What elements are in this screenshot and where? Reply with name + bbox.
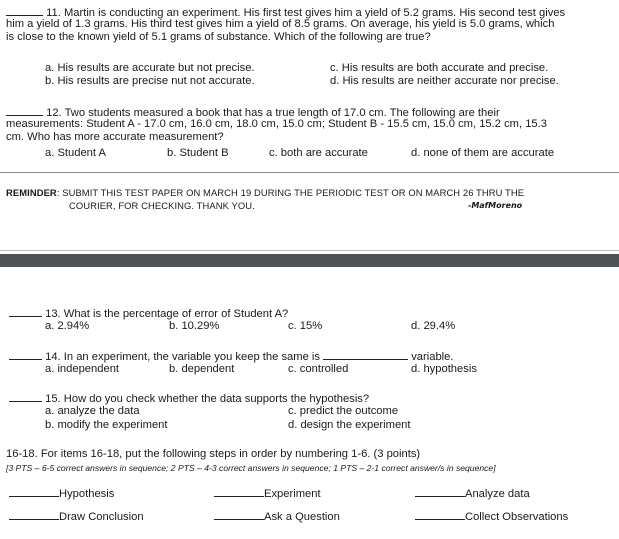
signature: -MafMoreno [468,201,523,210]
step-hypothesis-blank[interactable] [9,486,59,497]
q15-answer-blank[interactable] [9,391,42,402]
q13-option-a[interactable]: a. 2.94% [45,320,90,332]
step-draw-conclusion-blank[interactable] [9,509,59,520]
page-break-line [0,250,619,251]
q12-option-a[interactable]: a. Student A [45,147,106,159]
step-ask-question [214,509,340,524]
q13-answer-blank[interactable] [9,306,42,317]
step-hypothesis-label: Hypothesis [59,488,115,500]
q15-option-d[interactable]: d. design the experiment [288,419,411,431]
step-hypothesis [9,486,114,501]
q12-stem-text: 12. Two students measured a book that has a true length of 17.0 cm. The following are their [46,107,500,119]
step-experiment-label: Experiment [264,488,321,500]
q14-option-d[interactable]: d. hypothesis [411,363,477,375]
q14-option-b[interactable]: b. dependent [169,363,235,375]
q11-stem-text: 11. Martin is conducting an experiment. His first test gives him a yield of 5.2 grams. His second test gives [46,7,566,19]
step-collect-observations [415,509,568,524]
reminder-text: : SUBMIT THIS TEST PAPER ON MARCH 19 DURING THE PERIODIC TEST OR ON MARCH 26 THRU THE [56,187,525,198]
q14-stem-text: 14. In an experiment, the variable you keep the same is [45,351,320,363]
q11-option-d[interactable]: d. His results are neither accurate nor precise. [330,75,559,87]
q12-option-d[interactable]: d. none of them are accurate [411,147,555,159]
q14-option-a[interactable]: a. independent [45,363,120,375]
q15-stem-line [9,391,369,406]
step-collect-observations-label: Collect Observations [465,511,569,523]
q12-answer-blank[interactable] [6,105,43,116]
step-draw-conclusion-label: Draw Conclusion [59,511,144,523]
q12-stem-line-2: measurements: Student A - 17.0 cm, 16.0 cm, 18.0 cm, 15.0 cm; Student B - 15.5 cm, 15.0 cm, 15.2 cm, 15.3 [6,118,547,130]
q12-option-c[interactable]: c. both are accurate [269,147,368,159]
step-ask-question-blank[interactable] [214,509,264,520]
q15-option-a[interactable]: a. analyze the data [45,405,140,417]
q14-answer-blank[interactable] [9,349,42,360]
step-analyze-data [415,486,530,501]
q14-stem-line [9,349,454,364]
step-analyze-data-blank[interactable] [415,486,465,497]
reminder-line-1 [6,186,524,199]
q13-stem-text: 13. What is the percentage of error of Student A? [45,308,289,320]
q15-stem-text: 15. How do you check whether the data supports the hypothesis? [45,393,370,405]
step-draw-conclusion [9,509,144,524]
q14-fill-blank[interactable] [323,349,408,360]
q13-option-d[interactable]: d. 29.4% [411,320,456,332]
q11-option-c[interactable]: c. His results are both accurate and precise. [330,62,549,74]
step-experiment-blank[interactable] [214,486,264,497]
step-ask-question-label: Ask a Question [264,511,340,523]
q11-option-b[interactable]: b. His results are precise nut not accurate. [45,75,255,87]
step-experiment [214,486,321,501]
q11-option-a[interactable]: a. His results are accurate but not precise. [45,62,255,74]
q13-option-b[interactable]: b. 10.29% [169,320,220,332]
q11-stem-line-2: him a yield of 1.3 grams. His third test gives him a yield of 8.5 grams. On average, his yield is 5.0 grams, which [6,18,555,30]
q12-option-b[interactable]: b. Student B [167,147,229,159]
divider-line [0,172,619,173]
q11-answer-blank[interactable] [6,5,43,16]
reminder-label: REMINDER [6,187,57,198]
q15-option-c[interactable]: c. predict the outcome [288,405,399,417]
q12-stem-line-3: cm. Who has more accurate measurement? [6,131,224,143]
q11-stem-line-3: is close to the known yield of 5.1 grams of substance. Which of the following are true? [6,31,431,43]
q15-option-b[interactable]: b. modify the experiment [45,419,168,431]
q13-option-c[interactable]: c. 15% [288,320,323,332]
step-analyze-data-label: Analyze data [465,488,530,500]
step-collect-observations-blank[interactable] [415,509,465,520]
reminder-line-2: COURIER, FOR CHECKING. THANK YOU. [69,200,255,211]
q13-stem-line [9,306,288,321]
q16-18-instruction: 16-18. For items 16-18, put the following steps in order by numbering 1-6. (3 points) [6,448,421,460]
q14-option-c[interactable]: c. controlled [288,363,349,375]
q14-stem-end: variable. [411,351,454,363]
page-break-band [0,254,619,267]
q16-18-scoring: [3 PTS – 6-5 correct answers in sequence; 2 PTS – 4-3 correct answers in sequence; 1 PTS – 2-1 correct answer/s in sequence] [6,463,496,473]
